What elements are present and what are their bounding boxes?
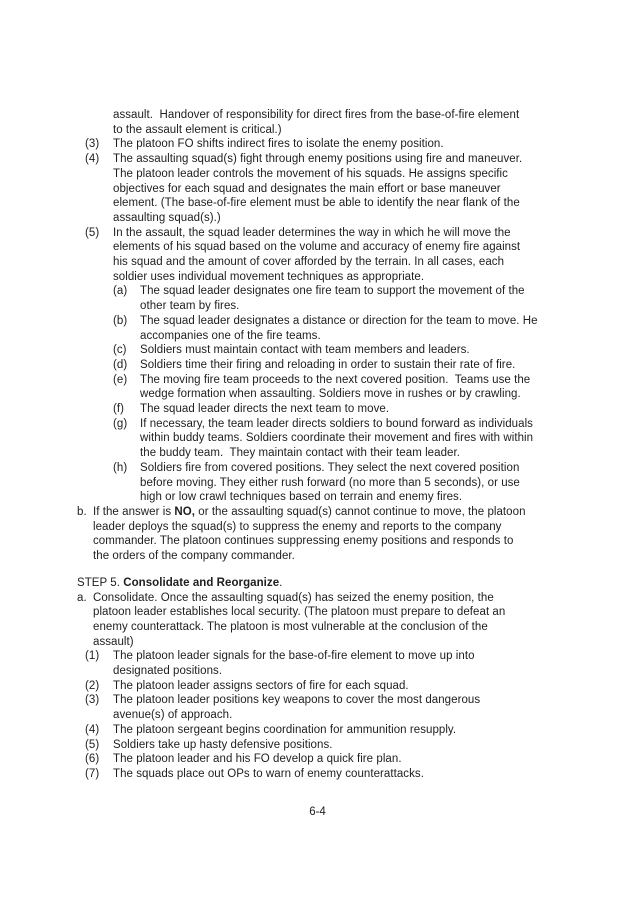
text-line: [113, 314, 577, 329]
text-line: other team by fires.: [140, 300, 240, 313]
bold-text-segment: NO,: [174, 505, 195, 518]
bold-text-segment: Consolidate and Reorganize: [123, 576, 280, 589]
text-line-content: The platoon leader positions key weapons to cover the most dangerous: [113, 694, 481, 707]
text-line-content: The platoon FO shifts indirect fires to isolate the enemy position.: [113, 138, 444, 151]
text-line-content: The squad leader directs the next team to move.: [140, 403, 390, 416]
paragraph: [113, 108, 577, 137]
list-item: [113, 314, 577, 343]
text-line-content: The platoon leader assigns sectors of fire for each squad.: [113, 679, 409, 692]
list-item: [113, 343, 577, 358]
text-line: assault): [93, 635, 134, 648]
text-segment: .: [279, 576, 283, 589]
list-item: [85, 152, 577, 226]
text-line: [85, 693, 577, 708]
text-line: [85, 679, 577, 694]
text-line: platoon leader establishes local security. (The platoon must prepare to defeat an: [93, 606, 506, 619]
page-number: 6-4: [309, 806, 326, 818]
text-line: element. (The base-of-fire element must be able to identify the near flank of the: [113, 197, 520, 210]
text-line-content: The squads place out OPs to warn of enemy counterattacks.: [113, 767, 424, 780]
text-line: the orders of the company commander.: [93, 550, 295, 563]
text-line: the buddy team. They maintain contact with their team leader.: [140, 447, 460, 460]
list-item: [85, 752, 577, 767]
text-line: [85, 767, 577, 782]
text-line-content: The moving fire team proceeds to the next covered position. Teams use the: [140, 373, 531, 386]
list-item: [77, 591, 577, 650]
document-body: [77, 108, 577, 782]
list-item: [85, 679, 577, 694]
item-marker: (a): [113, 285, 128, 298]
text-line-content: The squad leader designates one fire team to support the movement of the: [140, 285, 525, 298]
list-item: [113, 417, 577, 461]
list-item: [85, 738, 577, 753]
item-marker: (f): [113, 403, 125, 416]
text-line: objectives for each squad and designates the main effort or base maneuver: [113, 182, 501, 195]
text-line: before moving. They either rush forward (no more than 5 seconds), or use: [140, 476, 520, 489]
text-line: [113, 402, 577, 417]
text-line-content: assault. Handover of responsibility for direct fires from the base-of-fire element: [113, 109, 520, 121]
text-line: assaulting squad(s).): [113, 211, 221, 224]
text-line: soldier uses individual movement techniques as appropriate.: [113, 270, 425, 283]
text-line-content: Soldiers must maintain contact with team members and leaders.: [140, 344, 470, 357]
list-item: [113, 373, 577, 402]
text-line-content: The platoon sergeant begins coordination for ammunition resupply.: [113, 723, 457, 736]
text-line: designated positions.: [113, 665, 223, 678]
text-line-content: The platoon leader signals for the base-of-fire element to move up into: [113, 650, 475, 663]
text-line: [77, 576, 577, 591]
text-line: his squad and the amount of cover afforded by the terrain. In all cases, each: [113, 256, 505, 269]
text-line: commander. The platoon continues suppressing enemy positions and responds to: [93, 535, 514, 548]
list-item: [113, 402, 577, 417]
item-marker: (5): [85, 738, 100, 751]
item-marker: (4): [85, 723, 100, 736]
text-line: [85, 723, 577, 738]
text-line: [113, 108, 577, 123]
item-marker: (g): [113, 417, 128, 430]
list-item: [113, 461, 577, 505]
item-marker: (e): [113, 373, 128, 386]
text-line-content: Soldiers fire from covered positions. They select the next covered position: [140, 461, 520, 474]
text-line: [113, 358, 577, 373]
list-item: [113, 358, 577, 373]
list-item: [85, 226, 577, 285]
text-line: [113, 417, 577, 432]
section-heading: [77, 576, 577, 591]
item-marker: (4): [85, 153, 100, 166]
text-line: [77, 505, 577, 520]
text-line: [85, 226, 577, 241]
list-item: [85, 767, 577, 782]
text-segment: or the assaulting squad(s) cannot continue to move, the platoon: [195, 505, 526, 518]
text-line: [113, 343, 577, 358]
text-line-content: The assaulting squad(s) fight through enemy positions using fire and maneuver.: [113, 153, 523, 166]
text-line: [85, 152, 577, 167]
text-line: to the assault element is critical.): [113, 123, 282, 136]
item-marker: (3): [85, 138, 100, 151]
list-item: [113, 284, 577, 313]
text-line: [77, 591, 577, 606]
item-marker: (h): [113, 461, 128, 474]
text-line: [113, 373, 577, 388]
text-line-content: In the assault, the squad leader determines the way in which he will move the: [113, 226, 511, 239]
text-line: [85, 738, 577, 753]
text-line: elements of his squad based on the volume and accuracy of enemy fire against: [113, 241, 521, 254]
list-item: [77, 505, 577, 564]
text-line-content: The platoon leader and his FO develop a quick fire plan.: [113, 753, 402, 766]
item-marker: a.: [77, 591, 87, 604]
text-line-content: [77, 576, 282, 591]
text-line: [113, 461, 577, 476]
text-line: [85, 137, 577, 152]
text-line: avenue(s) of approach.: [113, 709, 233, 722]
item-marker: (5): [85, 226, 100, 239]
text-line: within buddy teams. Soldiers coordinate their movement and fires with within: [140, 432, 534, 445]
text-line-content: Soldiers take up hasty defensive positions.: [113, 738, 333, 751]
list-item: [85, 693, 577, 722]
item-marker: (3): [85, 694, 100, 707]
text-line-content: The squad leader designates a distance or direction for the team to move. He: [140, 314, 538, 327]
item-marker: (7): [85, 767, 100, 780]
text-line: [113, 284, 577, 299]
text-line-content: If necessary, the team leader directs soldiers to bound forward as individuals: [140, 417, 533, 430]
text-line: [85, 649, 577, 664]
item-marker: (c): [113, 344, 127, 357]
text-line: high or low crawl techniques based on terrain and enemy fires.: [140, 491, 463, 504]
text-segment: If the answer is: [93, 505, 175, 518]
item-marker: (d): [113, 358, 128, 371]
text-line-content: Consolidate. Once the assaulting squad(s) has seized the enemy position, the: [93, 591, 494, 604]
text-line: leader deploys the squad(s) to suppress the enemy and reports to the company: [93, 520, 502, 533]
item-marker: (2): [85, 679, 100, 692]
item-marker: (b): [113, 314, 128, 327]
item-marker: (6): [85, 753, 100, 766]
text-line: enemy counterattack. The platoon is most vulnerable at the conclusion of the: [93, 620, 488, 633]
list-item: [85, 137, 577, 152]
text-line-content: [93, 505, 526, 520]
list-item: [85, 649, 577, 678]
text-line: accompanies one of the fire teams.: [140, 329, 321, 342]
text-segment: STEP 5.: [77, 576, 124, 589]
item-marker: b.: [77, 505, 87, 518]
text-line: [85, 752, 577, 767]
text-line: The platoon leader controls the movement of his squads. He assigns specific: [113, 167, 508, 180]
text-line-content: Soldiers time their firing and reloading in order to sustain their rate of fire.: [140, 358, 516, 371]
list-item: [85, 723, 577, 738]
item-marker: (1): [85, 650, 100, 663]
text-line: wedge formation when assaulting. Soldiers move in rushes or by crawling.: [140, 388, 521, 401]
